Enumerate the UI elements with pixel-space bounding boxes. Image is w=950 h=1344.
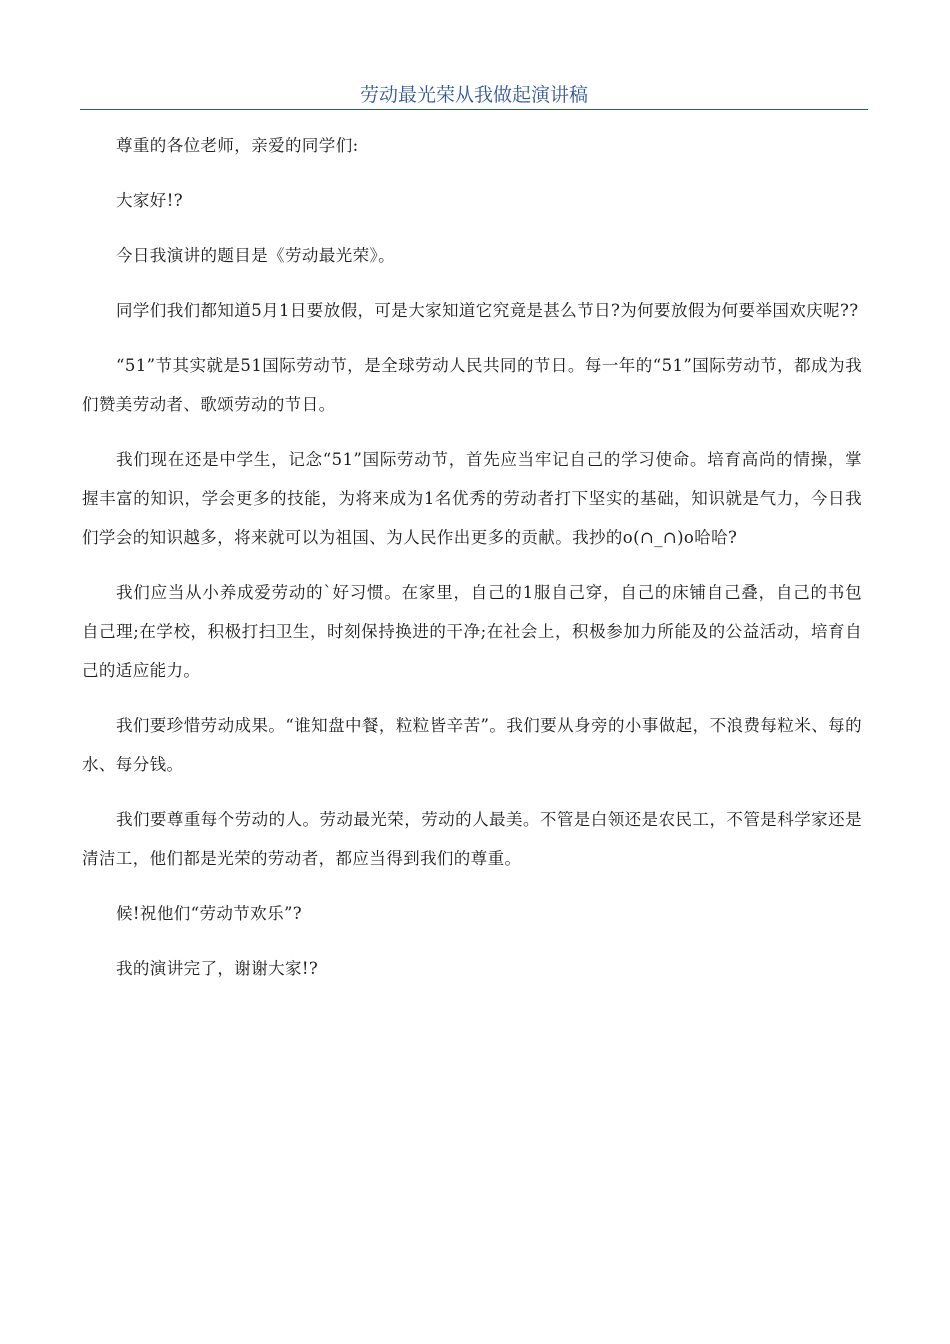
paragraph-topic: 今日我演讲的题目是《劳动最光荣》。 [116, 246, 396, 265]
paragraph-respect-workers: 我们要尊重每个劳动的人。劳动最光荣，劳动的人最美。不管是白领还是农民工，不管是科学家还是清洁工，他们都是光荣的劳动者，都应当得到我们的尊重。 [82, 810, 862, 868]
paragraph-students-mission: 我们现在还是中学生，记念“51”国际劳动节，首先应当牢记自己的学习使命。培育高尚的情操，掌握丰富的知识，学会更多的技能，为将来成为1名优秀的劳动者打下坚实的基础，知识就是气力，今日我们学会的知识越多，将来就可以为祖国、为人民作出更多的贡献。我抄的o(∩_∩)o哈哈? [82, 450, 862, 547]
title-underline [80, 109, 868, 110]
paragraph-cherish-results: 我们要珍惜劳动成果。“谁知盘中餐，粒粒皆辛苦”。我们要从身旁的小事做起，不浪费每粒米、每的水、每分钱。 [82, 716, 862, 774]
paragraph-closing: 我的演讲完了，谢谢大家!? [116, 959, 319, 978]
document-title: 劳动最光荣从我做起演讲稿 [359, 84, 588, 106]
paragraph-good-habits: 我们应当从小养成爱劳动的`好习惯。在家里，自己的1服自己穿，自己的床铺自己叠，自己的书包自己理;在学校，积极打扫卫生，时刻保持换进的干净;在社会上，积极参加力所能及的公益活动，培育自己的适应能力。 [82, 583, 862, 680]
document-body [82, 126, 862, 1004]
paragraph-question: 同学们我们都知道5月1日要放假，可是大家知道它究竟是甚么节日?为何要放假为何要举国欢庆呢?? [116, 301, 859, 320]
paragraph-labor-day: “51”节其实就是51国际劳动节，是全球劳动人民共同的节日。每一年的“51”国际劳动节，都成为我们赞美劳动者、歌颂劳动的节日。 [82, 356, 862, 414]
paragraph-salutation: 尊重的各位老师，亲爱的同学们: [116, 136, 359, 155]
paragraph-wishes: 候!祝他们“劳动节欢乐”? [116, 904, 303, 923]
paragraph-greeting: 大家好!? [116, 191, 183, 210]
